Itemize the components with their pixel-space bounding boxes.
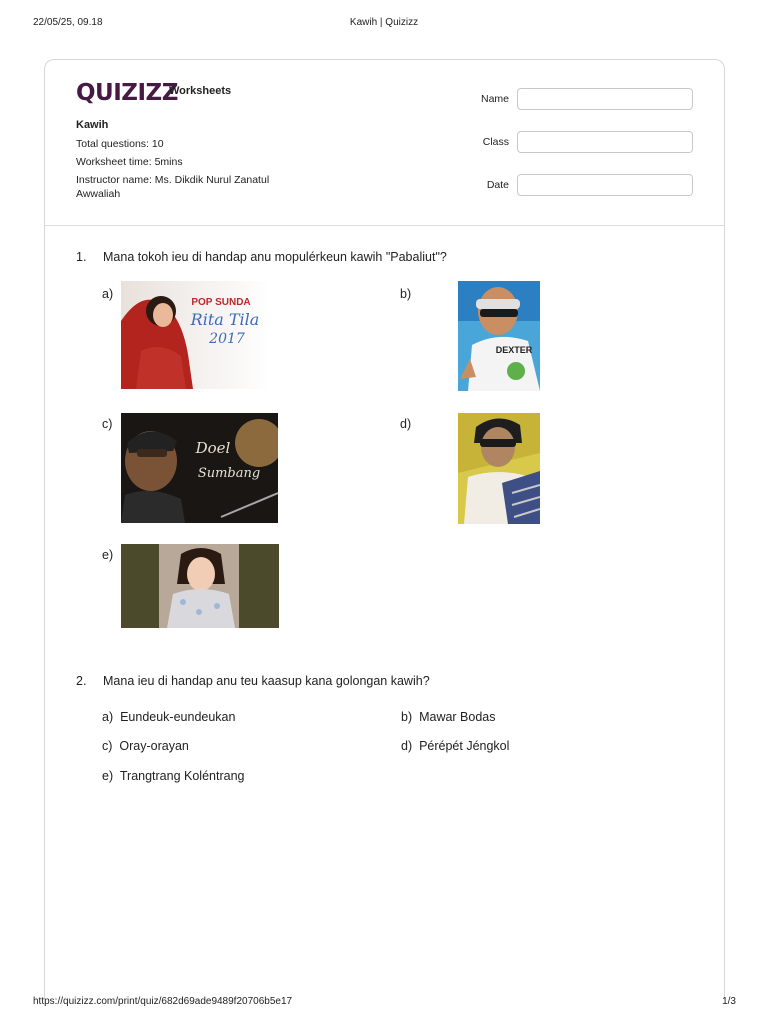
question-number: 2.: [76, 674, 87, 688]
option-letter: c): [102, 739, 113, 753]
name-field[interactable]: [517, 88, 693, 110]
option-b-image[interactable]: [458, 281, 540, 391]
image-label-year: 2017: [209, 331, 245, 347]
date-field[interactable]: [517, 174, 693, 196]
worksheet-header: [45, 60, 724, 226]
question-number: 1.: [76, 250, 87, 264]
option-label: Pérépét Jéngkol: [419, 739, 510, 753]
option-letter: c): [102, 417, 113, 431]
option-label: Oray-orayan: [119, 739, 189, 753]
option-d-image[interactable]: [458, 413, 540, 524]
print-title: Kawih | Quizizz: [349, 17, 419, 28]
question-text: Mana ieu di handap anu teu kaasup kana golongan kawih?: [103, 674, 430, 688]
image-label-doel: Doel: [195, 439, 231, 457]
option-e[interactable]: [102, 769, 244, 783]
print-url: https://quizizz.com/print/quiz/682d69ade9489f20706b5e17: [33, 996, 293, 1007]
option-letter: d): [400, 417, 412, 431]
print-date: 22/05/25, 09.18: [33, 17, 103, 28]
logo-subtitle: Worksheets: [169, 85, 232, 97]
question-text: Mana tokoh ieu di handap anu mopulérkeun kawih "Pabaliut"?: [103, 250, 447, 264]
option-letter: d): [401, 739, 413, 753]
option-a-image[interactable]: [121, 281, 271, 389]
page-number: 1/3: [722, 996, 736, 1007]
worksheet-card: [44, 59, 725, 999]
option-b[interactable]: [401, 710, 496, 724]
option-letter: e): [102, 769, 114, 783]
image-label-sumbang: Sumbang: [197, 466, 261, 481]
worksheet-time: Worksheet time: 5mins: [76, 156, 183, 168]
instructor-name: Instructor name: Ms. Dikdik Nurul Zanatul Awwaliah: [76, 174, 270, 200]
option-letter: a): [102, 710, 114, 724]
option-letter: b): [400, 287, 412, 301]
image-label-dexter: DEXTER: [495, 345, 533, 355]
option-label: Trangtrang Koléntrang: [119, 769, 245, 783]
image-label-rita-tila: Rita Tila: [190, 310, 260, 329]
option-e-image[interactable]: [121, 544, 279, 628]
option-d[interactable]: [401, 739, 509, 753]
class-label: Class: [482, 136, 509, 148]
quizizz-logo: QUIZIZZ: [76, 80, 178, 106]
print-footer: [0, 996, 768, 1010]
option-label: Mawar Bodas: [419, 710, 496, 724]
image-label-pop-sunda: POP SUNDA: [191, 297, 251, 308]
option-a[interactable]: [102, 710, 235, 724]
option-letter: e): [102, 548, 114, 562]
print-header: [0, 17, 768, 31]
class-field[interactable]: [517, 131, 693, 153]
total-questions: Total questions: 10: [76, 138, 164, 150]
option-letter: a): [102, 287, 114, 301]
option-letter: b): [401, 710, 413, 724]
option-c[interactable]: [102, 739, 189, 753]
option-c-image[interactable]: [121, 413, 278, 523]
worksheet-title: Kawih: [76, 119, 109, 131]
date-label: Date: [486, 179, 509, 191]
option-label: Eundeuk-eundeukan: [120, 710, 236, 724]
name-label: Name: [480, 93, 509, 105]
